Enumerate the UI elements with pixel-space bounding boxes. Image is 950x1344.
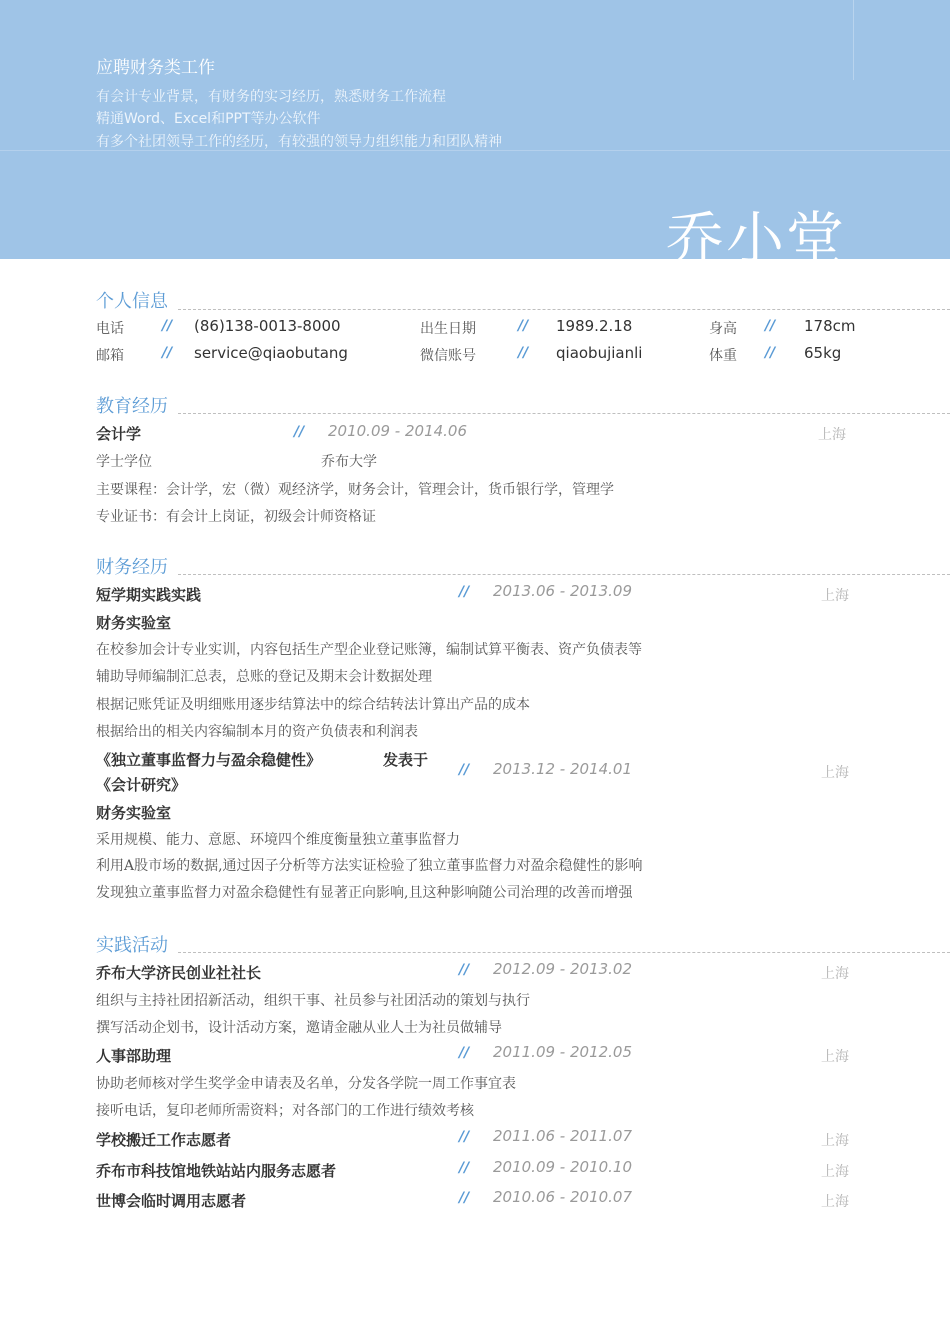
section-title-finance: 财务经历 — [96, 557, 168, 578]
activity-line: 接听电话，复印老师所需资料；对各部门的工作进行绩效考核 — [96, 1103, 474, 1119]
edu-date: 2010.09 - 2014.06 — [328, 422, 468, 440]
header-banner — [0, 0, 950, 273]
separator: // — [162, 318, 173, 334]
activity-line: 组织与主持社团招新活动，组织干事、社员参与社团活动的策划与执行 — [96, 993, 530, 1009]
finance-item-line: 辅助导师编制汇总表，总账的登记及期末会计数据处理 — [96, 669, 432, 685]
section-divider — [178, 952, 950, 953]
section-title-education: 教育经历 — [96, 396, 168, 417]
activity-line: 撰写活动企划书，设计活动方案，邀请金融从业人士为社员做辅导 — [96, 1020, 502, 1036]
activity-date: 2010.06 - 2010.07 — [493, 1188, 633, 1206]
activity-date: 2011.06 - 2011.07 — [493, 1127, 633, 1145]
phone-label: 电话 — [96, 321, 124, 337]
activity-date: 2010.09 - 2010.10 — [493, 1158, 633, 1176]
separator: // — [765, 345, 776, 361]
email-value: service@qiaobutang — [194, 344, 348, 362]
finance-item-org: 财务实验室 — [96, 614, 172, 632]
finance-item-location: 上海 — [821, 588, 849, 604]
finance-item-date: 2013.06 - 2013.09 — [493, 582, 633, 600]
activity-location: 上海 — [821, 1164, 849, 1180]
finance-item-date: 2013.12 - 2014.01 — [493, 760, 633, 778]
height-label: 身高 — [709, 321, 737, 337]
wechat-label: 微信账号 — [420, 348, 476, 364]
activity-location: 上海 — [821, 966, 849, 982]
separator: // — [459, 962, 470, 978]
activity-line: 协助老师核对学生奖学金申请表及名单，分发各学院一周工作事宜表 — [96, 1076, 516, 1092]
activity-location: 上海 — [821, 1049, 849, 1065]
height-value: 178cm — [804, 317, 856, 335]
separator: // — [294, 424, 305, 440]
edu-location: 上海 — [818, 427, 846, 443]
candidate-name: 乔小堂 — [665, 205, 846, 273]
edu-degree: 学士学位 — [96, 454, 152, 470]
edu-school: 乔布大学 — [321, 454, 377, 470]
finance-item-line: 利用A股市场的数据,通过因子分析等方法实证检验了独立董事监督力对盈余稳健性的影响 — [96, 858, 643, 874]
separator: // — [518, 345, 529, 361]
finance-item-line: 采用规模、能力、意愿、环境四个维度衡量独立董事监督力 — [96, 832, 460, 848]
section-divider — [178, 413, 950, 414]
finance-item-title-suffix: 发表于 — [383, 751, 429, 769]
wechat-value: qiaobujianli — [556, 344, 643, 362]
edu-courses: 主要课程：会计学，宏（微）观经济学，财务会计，管理会计，货币银行学，管理学 — [96, 482, 614, 498]
finance-item-org: 财务实验室 — [96, 804, 172, 822]
finance-item-line: 在校参加会计专业实训，内容包括生产型企业登记账簿，编制试算平衡表、资产负债表等 — [96, 642, 642, 658]
separator: // — [765, 318, 776, 334]
separator: // — [459, 1190, 470, 1206]
finance-item-journal: 《会计研究》 — [96, 776, 187, 794]
activity-title: 人事部助理 — [96, 1047, 172, 1065]
phone-value: (86)138-0013-8000 — [194, 317, 341, 335]
activity-title: 乔布大学济民创业社社长 — [96, 964, 262, 982]
summary-line: 精通Word、Excel和PPT等办公软件 — [96, 111, 321, 127]
finance-item-title: 《独立董事监督力与盈余稳健性》 — [96, 751, 322, 769]
weight-value: 65kg — [804, 344, 842, 362]
activity-title: 学校搬迁工作志愿者 — [96, 1131, 232, 1149]
separator: // — [459, 584, 470, 600]
finance-item-location: 上海 — [821, 765, 849, 781]
separator: // — [518, 318, 529, 334]
activity-location: 上海 — [821, 1133, 849, 1149]
birth-label: 出生日期 — [420, 321, 476, 337]
section-divider — [178, 574, 950, 575]
summary-line: 有多个社团领导工作的经历，有较强的领导力组织能力和团队精神 — [96, 134, 502, 150]
job-objective: 应聘财务类工作 — [96, 58, 215, 78]
separator: // — [162, 345, 173, 361]
section-title-activities: 实践活动 — [96, 935, 168, 956]
edu-major: 会计学 — [96, 425, 142, 443]
separator: // — [459, 1129, 470, 1145]
weight-label: 体重 — [709, 348, 737, 364]
birth-value: 1989.2.18 — [556, 317, 633, 335]
separator: // — [459, 1045, 470, 1061]
activity-title: 乔布市科技馆地铁站站内服务志愿者 — [96, 1162, 337, 1180]
edu-certs: 专业证书：有会计上岗证，初级会计师资格证 — [96, 509, 376, 525]
section-title-personal: 个人信息 — [96, 291, 168, 312]
summary-line: 有会计专业背景，有财务的实习经历，熟悉财务工作流程 — [96, 89, 446, 105]
activity-date: 2011.09 - 2012.05 — [493, 1043, 633, 1061]
email-label: 邮箱 — [96, 348, 124, 364]
separator: // — [459, 762, 470, 778]
finance-item-title: 短学期实践实践 — [96, 586, 202, 604]
activity-date: 2012.09 - 2013.02 — [493, 960, 633, 978]
header-divider — [853, 0, 854, 80]
finance-item-line: 根据给出的相关内容编制本月的资产负债表和利润表 — [96, 724, 418, 740]
section-divider — [178, 309, 950, 310]
separator: // — [459, 1160, 470, 1176]
activity-title: 世博会临时调用志愿者 — [96, 1192, 247, 1210]
finance-item-line: 发现独立董事监督力对盈余稳健性有显著正向影响,且这种影响随公司治理的改善而增强 — [96, 885, 633, 901]
finance-item-line: 根据记账凭证及明细账用逐步结算法中的综合结转法计算出产品的成本 — [96, 697, 530, 713]
activity-location: 上海 — [821, 1194, 849, 1210]
